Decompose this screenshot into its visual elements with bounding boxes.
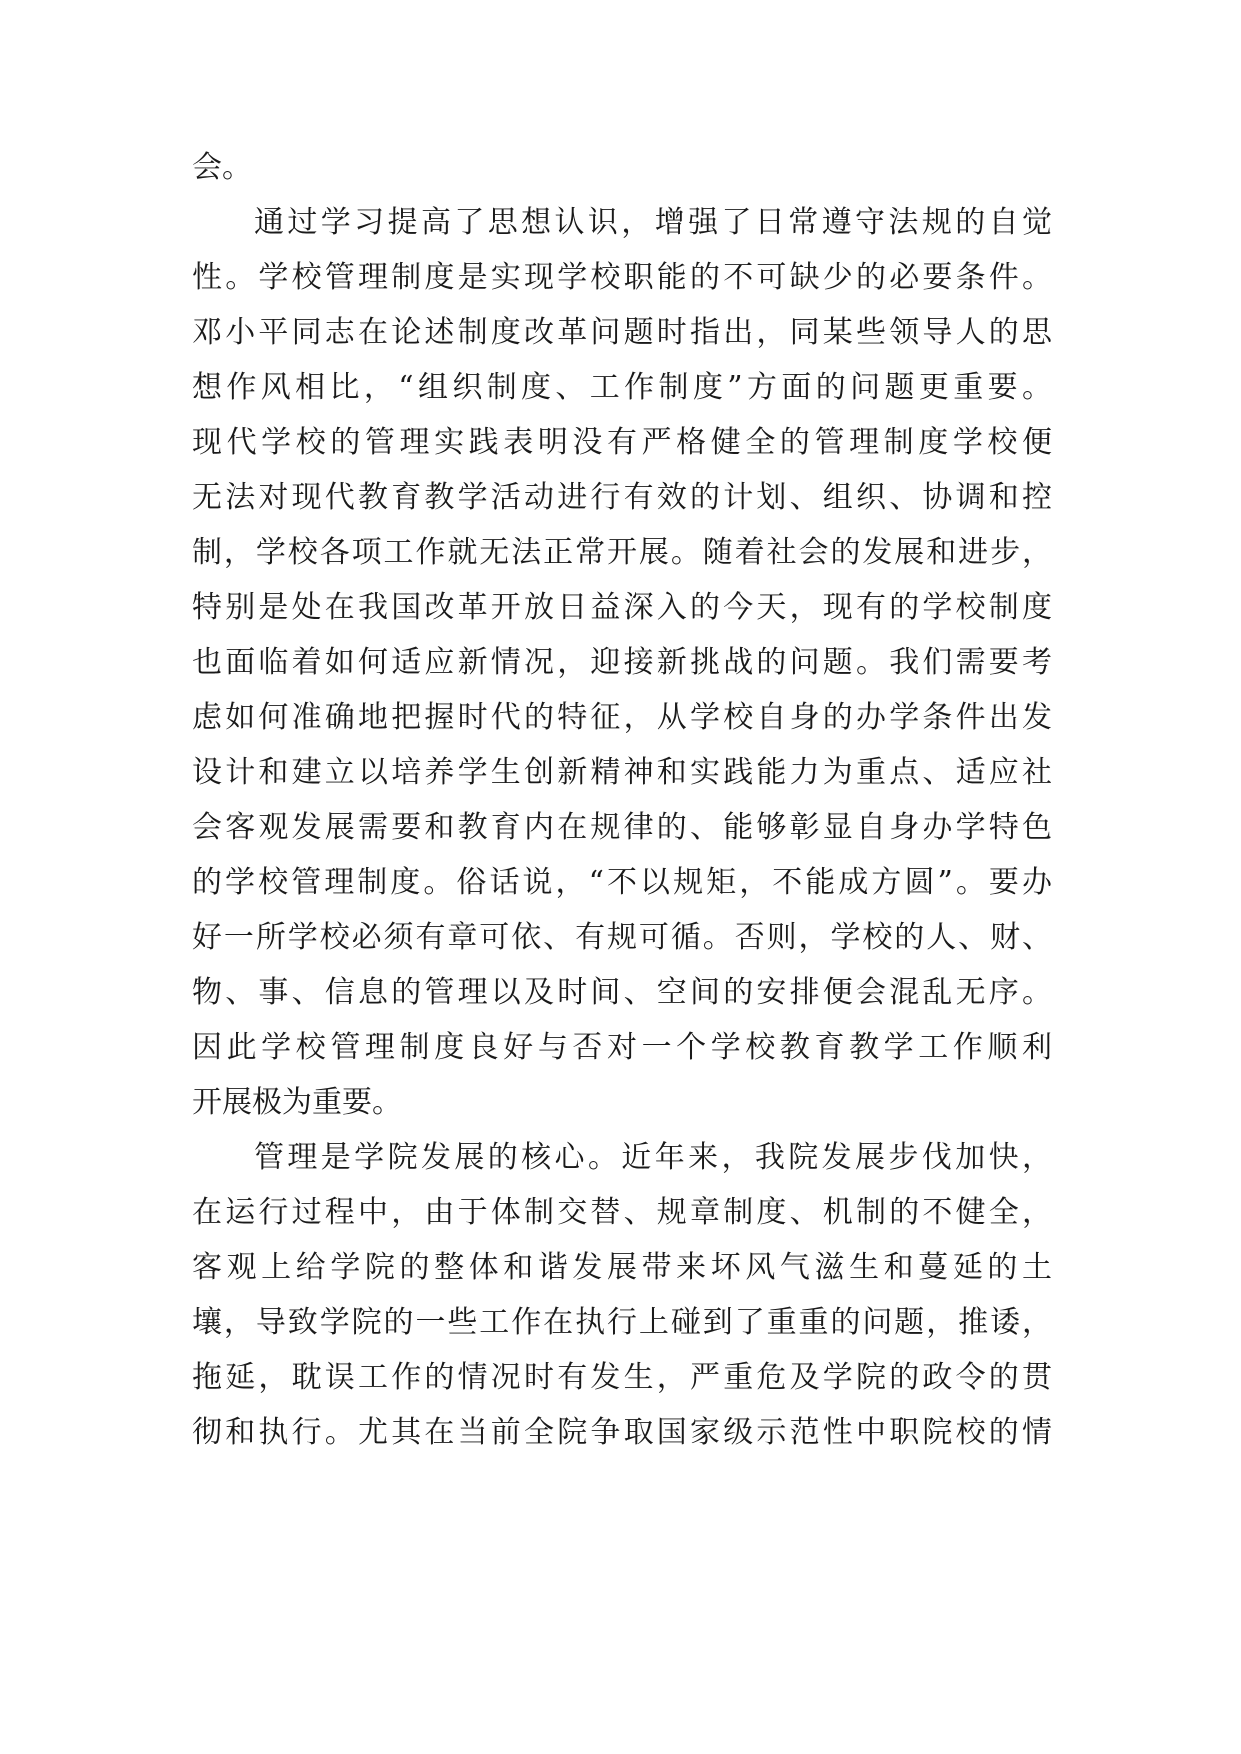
text-line: 制，学校各项工作就无法正常开展。随着社会的发展和进步， (192, 535, 1052, 570)
text-line: 因此学校管理制度良好与否对一个学校教育教学工作顺利 (192, 1030, 1052, 1065)
text-line: 现代学校的管理实践表明没有严格健全的管理制度学校便 (192, 425, 1052, 460)
text-line: 壤，导致学院的一些工作在执行上碰到了重重的问题，推诿， (192, 1305, 1052, 1340)
text-line: 会。 (192, 150, 252, 185)
text-line: 拖延，耽误工作的情况时有发生，严重危及学院的政令的贯 (192, 1360, 1052, 1395)
text-line: 管理是学院发展的核心。近年来，我院发展步伐加快， (254, 1140, 1052, 1175)
text-line: 设计和建立以培养学生创新精神和实践能力为重点、适应社 (192, 755, 1052, 790)
text-line: 会客观发展需要和教育内在规律的、能够彰显自身办学特色 (192, 810, 1052, 845)
text-line: 好一所学校必须有章可依、有规可循。否则，学校的人、财、 (192, 920, 1052, 955)
text-line: 性。学校管理制度是实现学校职能的不可缺少的必要条件。 (192, 260, 1052, 295)
text-line: 在运行过程中，由于体制交替、规章制度、机制的不健全， (192, 1195, 1052, 1230)
text-line: 邓小平同志在论述制度改革问题时指出，同某些领导人的思 (192, 315, 1052, 350)
text-line: 无法对现代教育教学活动进行有效的计划、组织、协调和控 (192, 480, 1052, 515)
text-line: 通过学习提高了思想认识，增强了日常遵守法规的自觉 (254, 205, 1052, 240)
text-line: 客观上给学院的整体和谐发展带来坏风气滋生和蔓延的土 (192, 1250, 1052, 1285)
text-line: 彻和执行。尤其在当前全院争取国家级示范性中职院校的情 (192, 1415, 1052, 1450)
text-line: 开展极为重要。 (192, 1085, 402, 1120)
text-line: 也面临着如何适应新情况，迎接新挑战的问题。我们需要考 (192, 645, 1052, 680)
text-line: 特别是处在我国改革开放日益深入的今天，现有的学校制度 (192, 590, 1052, 625)
text-line: 的学校管理制度。俗话说，“不以规矩，不能成方圆”。要办 (192, 865, 1052, 900)
text-line: 虑如何准确地把握时代的特征，从学校自身的办学条件出发 (192, 700, 1052, 735)
text-line: 物、事、信息的管理以及时间、空间的安排便会混乱无序。 (192, 975, 1052, 1010)
text-line: 想作风相比，“组织制度、工作制度”方面的问题更重要。 (192, 370, 1052, 405)
